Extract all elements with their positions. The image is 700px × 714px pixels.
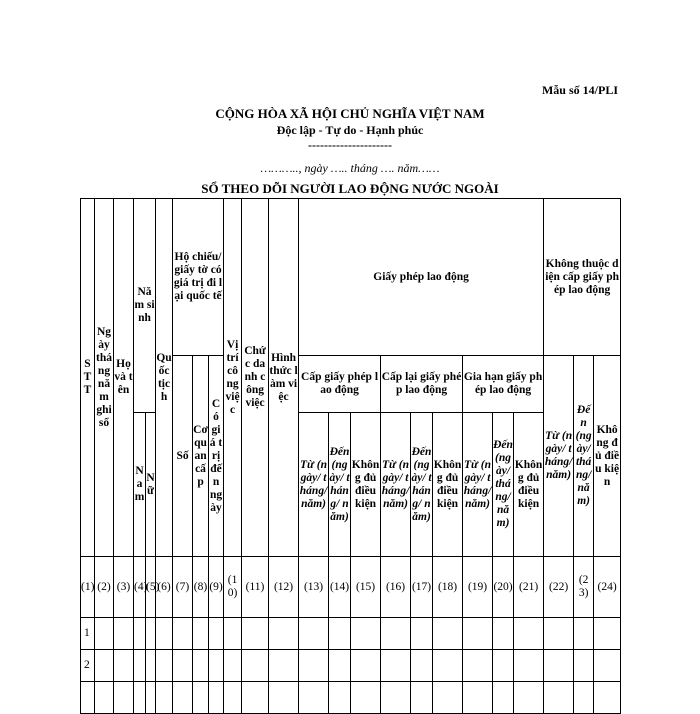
column-number: (24): [594, 557, 621, 618]
nation-heading: CỘNG HÒA XÃ HỘI CHỦ NGHĨA VIỆT NAM: [215, 106, 485, 121]
header-reissue-not-eligible: Không đủ điều kiện: [433, 413, 463, 557]
column-number: (3): [114, 557, 134, 618]
column-number: (6): [156, 557, 173, 618]
header-exempt-to: Đến (ngày/ tháng/ năm): [574, 356, 594, 557]
row-number: 2: [81, 650, 95, 682]
header-birth-year: Năm sinh: [134, 199, 156, 413]
header-validity: Có giá trị đến ngày: [209, 356, 224, 557]
header-extend: Gia hạn giấy phép lao động: [463, 356, 544, 413]
header-passport: Hộ chiếu/ giấy tờ có giá trị đi lại quốc tế: [173, 199, 224, 356]
column-number-row: [81, 557, 621, 618]
column-number: (13): [299, 557, 329, 618]
dateline: ……….., ngày ….. tháng …. năm……: [260, 161, 440, 175]
row-number: 1: [81, 618, 95, 650]
header-issuing-agency: Cơ quan cấp: [193, 356, 209, 557]
column-number: (20): [493, 557, 514, 618]
form-number: Mẫu số 14/PLI: [541, 83, 618, 97]
column-number: (11): [242, 557, 269, 618]
header-reissue: Cấp lại giấy phép lao động: [381, 356, 463, 413]
header-issue: Cấp giấy phép lao động: [299, 356, 381, 413]
table-row: [81, 650, 621, 682]
header-issue-from: Từ (ngày/ tháng/ năm): [299, 413, 329, 557]
worker-register-table: [80, 198, 621, 714]
header-exempt-not-eligible: Không đủ điều kiện: [594, 356, 621, 557]
column-number: (16): [381, 557, 411, 618]
header-issue-not-eligible: Không đủ điều kiện: [351, 413, 381, 557]
column-number: (21): [514, 557, 544, 618]
column-number: (15): [351, 557, 381, 618]
header-job-title: Chức danh công việc: [242, 199, 269, 557]
column-number: (18): [433, 557, 463, 618]
column-number: (14): [329, 557, 351, 618]
header-exempt: Không thuộc diện cấp giấy phép lao động: [544, 199, 621, 356]
header-male: Nam: [134, 413, 146, 557]
header-issue-to: Đến (ngày/ tháng/ năm): [329, 413, 351, 557]
header-passport-number: Số: [173, 356, 193, 557]
separator: ---------------------: [308, 138, 392, 152]
column-number: (2): [95, 557, 114, 618]
column-number: (8): [193, 557, 209, 618]
column-number: (23): [574, 557, 594, 618]
header-extend-from: Từ (ngày/ tháng/ năm): [463, 413, 493, 557]
header-record-date: Ngày tháng năm ghi sổ: [95, 199, 114, 557]
motto: Độc lập - Tự do - Hạnh phúc: [276, 123, 424, 137]
header-full-name: Họ và tên: [114, 199, 134, 557]
header-work-form: Hình thức làm việc: [269, 199, 299, 557]
column-number: (1): [81, 557, 95, 618]
header-nationality: Quốc tịch: [156, 199, 173, 557]
column-number: (10): [224, 557, 242, 618]
column-number: (5): [146, 557, 156, 618]
header-position: Vị trí công việc: [224, 199, 242, 557]
header-extend-not-eligible: Không đủ điều kiện: [514, 413, 544, 557]
column-number: (19): [463, 557, 493, 618]
header-extend-to: Đến (ngày/ tháng/ năm): [493, 413, 514, 557]
column-number: (22): [544, 557, 574, 618]
table-row: [81, 682, 621, 714]
header-exempt-from: Từ (ngày/ tháng/ năm): [544, 356, 574, 557]
column-number: (4): [134, 557, 146, 618]
header-female: Nữ: [146, 413, 156, 557]
column-number: (12): [269, 557, 299, 618]
header-reissue-from: Từ (ngày/ tháng/ năm): [381, 413, 411, 557]
column-number: (17): [411, 557, 433, 618]
column-number: (9): [209, 557, 224, 618]
header-stt: STT: [81, 199, 95, 557]
table-row: [81, 618, 621, 650]
column-number: (7): [173, 557, 193, 618]
header-reissue-to: Đến (ngày/ tháng/ năm): [411, 413, 433, 557]
document-title: SỔ THEO DÕI NGƯỜI LAO ĐỘNG NƯỚC NGOÀI: [201, 181, 499, 196]
header-work-permit: Giấy phép lao động: [299, 199, 544, 356]
